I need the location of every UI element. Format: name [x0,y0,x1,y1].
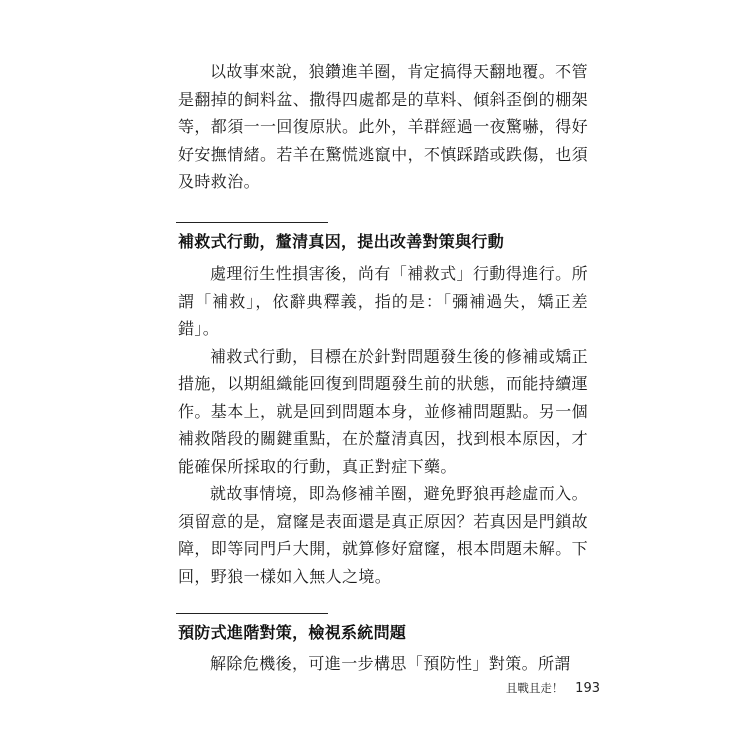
page-footer [470,680,600,696]
intro-text [178,58,588,196]
section-divider-1 [176,222,328,223]
remedial-paragraph-1: 處理衍生性損害後，尚有「補救式」行動得進行。所謂「補救」，依辭典釋義，指的是：「彌補過失，矯正差錯」。 [178,264,588,338]
remedial-paragraph-3: 就故事情境，即為修補羊圈，避免野狼再趁虛而入。須留意的是，窟窿是表面還是真正原因？若真因是門鎖故障，即等同門戶大開，就算修好窟窿，根本問題未解。下回，野狼一樣如入無人之境。 [178,484,589,586]
section-preventive-body [178,650,588,678]
remedial-paragraph-2: 補救式行動，目標在於針對問題發生後的修補或矯正措施，以期組織能回復到問題發生前的狀態，而能持續運作。基本上，就是回到問題本身，並修補問題點。另一個補救階段的關鍵重點，在於釐清真因，找到根本原因，才能確保所採取的行動，真正對症下藥。 [178,346,589,476]
running-book-title: 且戰且走！ [505,681,564,695]
preventive-paragraph-1: 解除危機後，可進一步構思「預防性」對策。所謂 [210,654,571,673]
section-divider-2 [176,613,328,614]
page-number: 193 [575,681,600,696]
section-heading-preventive: 預防式進階對策，檢視系統問題 [178,623,407,642]
section-remedial-body [178,260,588,590]
intro-paragraph: 以故事來說，狼鑽進羊圈，肯定搞得天翻地覆。不管是翻掉的飼料盆、撒得四處都是的草料、傾斜歪倒的棚架等，都須一一回復原狀。此外，羊群經過一夜驚嚇，得好好安撫情緒。若羊在驚慌逃竄中，不慎踩踏或跌傷，也須及時救治。 [178,62,589,191]
section-heading-remedial: 補救式行動，釐清真因，提出改善對策與行動 [178,232,505,251]
